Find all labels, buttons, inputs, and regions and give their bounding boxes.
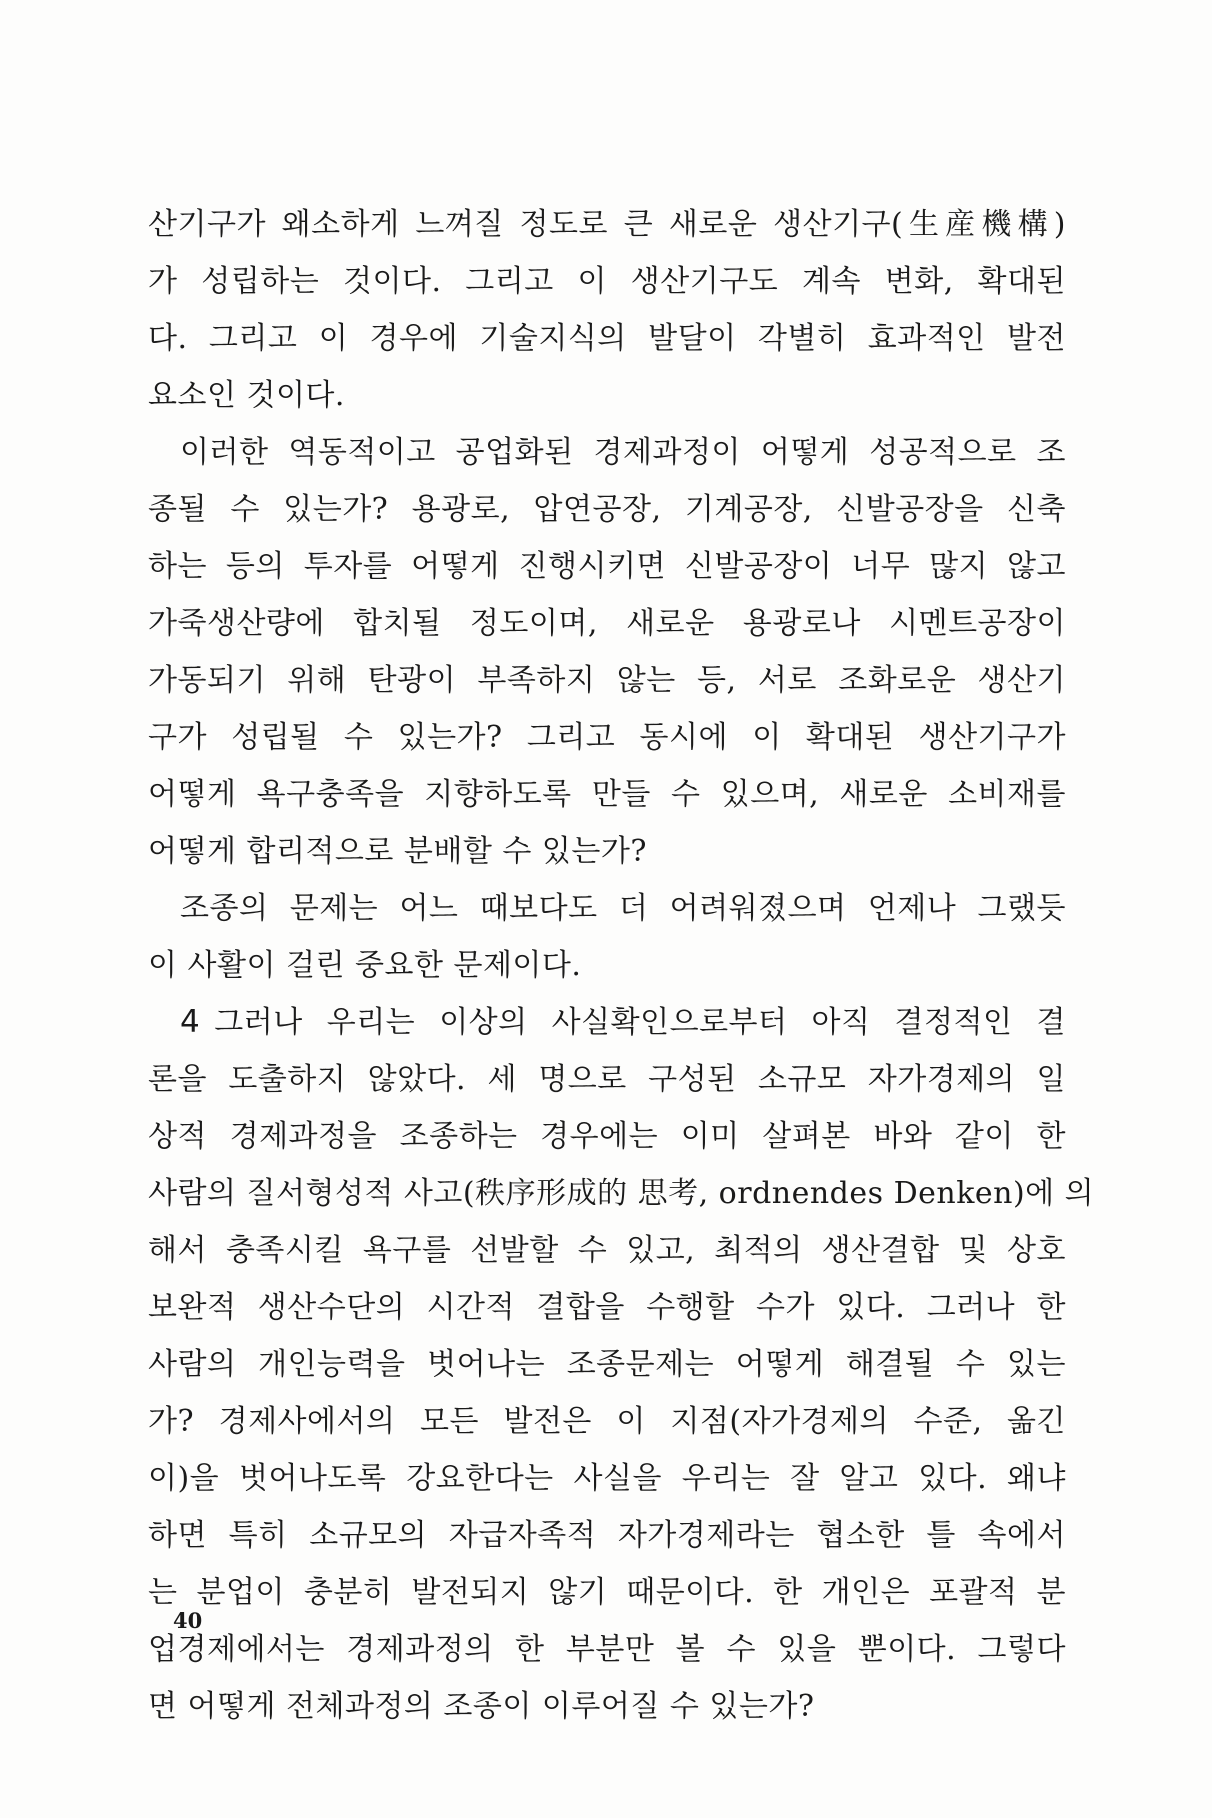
text-line-content: 산기구가 왜소하게 느껴질 정도로 큰 새로운 생산기구(生産機構) — [148, 207, 1066, 242]
text-line — [148, 1678, 1066, 1735]
text-line-content: 보완적 생산수단의 시간적 결합을 수행할 수가 있다. 그러나 한 — [148, 1290, 1066, 1325]
text-line-content: 조종의 문제는 어느 때보다도 더 어려워졌으며 언제나 그랬듯 — [180, 891, 1066, 926]
text-line-content: 상적 경제과정을 조종하는 경우에는 이미 살펴본 바와 같이 한 — [148, 1119, 1066, 1154]
section-number: 4 — [180, 1004, 201, 1040]
text-line-content: 하면 특히 소규모의 자급자족적 자가경제라는 협소한 틀 속에서 — [148, 1518, 1066, 1553]
text-line-content: 이러한 역동적이고 공업화된 경제과정이 어떻게 성공적으로 조 — [180, 435, 1066, 470]
text-line-content: 요소인 것이다. — [148, 378, 345, 413]
text-line-content: 가? 경제사에서의 모든 발전은 이 지점(자가경제의 수준, 옮긴 — [148, 1404, 1066, 1439]
text-line-content: 이 사활이 걸린 중요한 문제이다. — [148, 948, 582, 983]
text-line-content: 어떻게 합리적으로 분배할 수 있는가? — [148, 834, 647, 869]
text-line-content: 다. 그리고 이 경우에 기술지식의 발달이 각별히 효과적인 발전 — [148, 321, 1066, 356]
text-line-content: 가 성립하는 것이다. 그리고 이 생산기구도 계속 변화, 확대된 — [148, 264, 1066, 299]
text-line — [148, 1336, 1066, 1393]
text-line — [148, 1051, 1066, 1108]
text-line — [148, 538, 1066, 595]
text-line — [148, 595, 1066, 652]
text-line-content: 종될 수 있는가? 용광로, 압연공장, 기계공장, 신발공장을 신축 — [148, 492, 1066, 527]
text-line — [148, 367, 1066, 424]
text-line — [148, 880, 1066, 937]
text-line-content: 가동되기 위해 탄광이 부족하지 않는 등, 서로 조화로운 생산기 — [148, 663, 1066, 698]
text-line — [148, 1450, 1066, 1507]
text-line — [148, 253, 1066, 310]
text-line-content: 사람의 질서형성적 사고(秩序形成的 思考, ordnendes Denken)에 의 — [148, 1176, 1095, 1211]
text-line-content: 이)을 벗어나도록 강요한다는 사실을 우리는 잘 알고 있다. 왜냐 — [148, 1461, 1066, 1496]
text-line — [148, 1393, 1066, 1450]
text-line — [148, 1222, 1066, 1279]
text-line — [148, 709, 1066, 766]
text-line — [148, 1507, 1066, 1564]
text-line — [148, 652, 1066, 709]
body-text — [148, 196, 1095, 1735]
text-line-content: 는 분업이 충분히 발전되지 않기 때문이다. 한 개인은 포괄적 분 — [148, 1575, 1066, 1610]
text-line-content: 어떻게 욕구충족을 지향하도록 만들 수 있으며, 새로운 소비재를 — [148, 777, 1066, 812]
text-line — [148, 424, 1066, 481]
text-line-content: 가죽생산량에 합치될 정도이며, 새로운 용광로나 시멘트공장이 — [148, 606, 1066, 641]
text-line — [148, 196, 1066, 253]
text-line — [148, 766, 1066, 823]
page-number: 40 — [173, 1608, 203, 1633]
text-line — [148, 310, 1066, 367]
text-line — [148, 1165, 1095, 1222]
text-line-content: 하는 등의 투자를 어떻게 진행시키면 신발공장이 너무 많지 않고 — [148, 549, 1066, 584]
text-line-content: 론을 도출하지 않았다. 세 명으로 구성된 소규모 자가경제의 일 — [148, 1062, 1066, 1097]
text-line — [148, 823, 1066, 880]
text-line-content: 면 어떻게 전체과정의 조종이 이루어질 수 있는가? — [148, 1689, 815, 1724]
text-line — [148, 1564, 1066, 1621]
text-line — [148, 937, 1066, 994]
text-line — [148, 481, 1066, 538]
text-line-content: 구가 성립될 수 있는가? 그리고 동시에 이 확대된 생산기구가 — [148, 720, 1066, 755]
text-line-content: 업경제에서는 경제과정의 한 부분만 볼 수 있을 뿐이다. 그렇다 — [148, 1632, 1066, 1667]
text-line — [148, 994, 1066, 1051]
text-line — [148, 1279, 1066, 1336]
text-line-content: 사람의 개인능력을 벗어나는 조종문제는 어떻게 해결될 수 있는 — [148, 1347, 1066, 1382]
text-line — [148, 1108, 1066, 1165]
text-line — [148, 1621, 1066, 1678]
text-line-content: 해서 충족시킬 욕구를 선발할 수 있고, 최적의 생산결합 및 상호 — [148, 1233, 1066, 1268]
text-line-content: 그러나 우리는 이상의 사실확인으로부터 아직 결정적인 결 — [214, 1005, 1066, 1040]
